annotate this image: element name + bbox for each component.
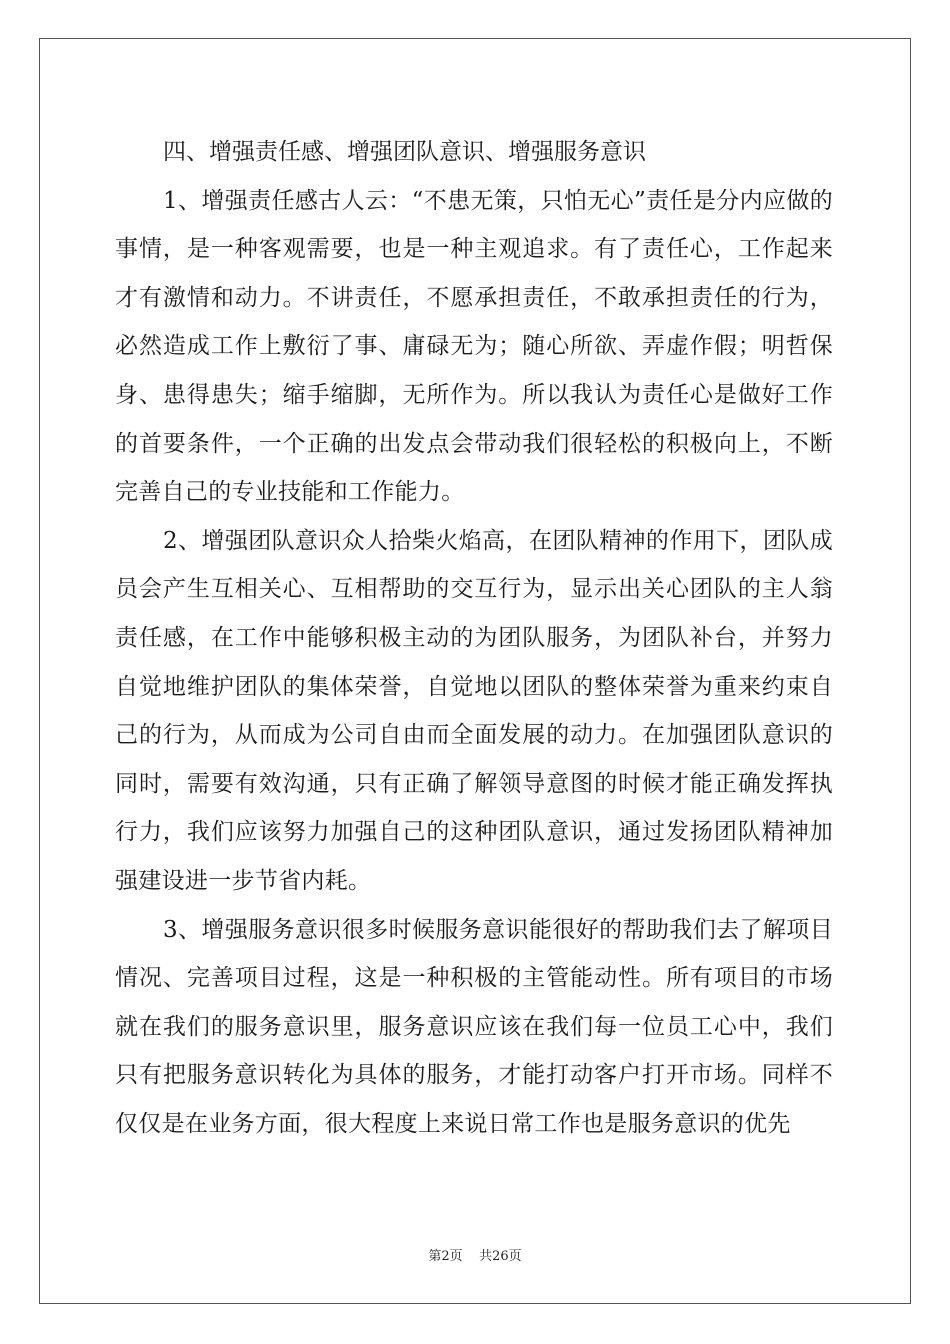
section-heading: 四、增强责任感、增强团队意识、增强服务意识 <box>163 139 646 165</box>
page-number: 第2页 <box>428 1249 463 1264</box>
paragraph-service: 3、增强服务意识很多时候服务意识能很好的帮助我们去了解项目情况、完善项目过程，这是一种积极的主管能动性。所有项目的市场就在我们的服务意识里，服务意识应该在我们每一位员工心中，我们只有把服务意识转化为具体的服务，才能打动客户打开市场。同样不仅仅是在业务方面，很大程度上来说日常工作也是服务意识的优先 <box>115 916 833 1137</box>
paragraph-teamwork: 2、增强团队意识众人拾柴火焰高，在团队精神的作用下，团队成员会产生互相关心、互相帮助的交互行为，显示出关心团队的主人翁责任感，在工作中能够积极主动的为团队服务，为团队补台，并努力自觉地维护团队的集体荣誉，自觉地以团队的整体荣誉为重来约束自己的行为，从而成为公司自由而全面发展的动力。在加强团队意识的同时，需要有效沟通，只有正确了解领导意图的时候才能正确发挥执行力，我们应该努力加强自己的这种团队意识，通过发扬团队精神加强建设进一步节省内耗。 <box>115 527 833 894</box>
page-footer <box>0 1245 950 1264</box>
page-total: 共26页 <box>479 1249 522 1264</box>
paragraph-responsibility: 1、增强责任感古人云：“不患无策，只怕无心”责任是分内应做的事情，是一种客观需要，也是一种主观追求。有了责任心，工作起来才有激情和动力。不讲责任，不愿承担责任，不敢承担责任的行为，必然造成工作上敷衍了事、庸碌无为；随心所欲、弄虚作假；明哲保身、患得患失；缩手缩脚，无所作为。所以我认为责任心是做好工作的首要条件，一个正确的出发点会带动我们很轻松的积极向上，不断完善自己的专业技能和工作能力。 <box>115 187 833 506</box>
document-body <box>115 128 833 1148</box>
